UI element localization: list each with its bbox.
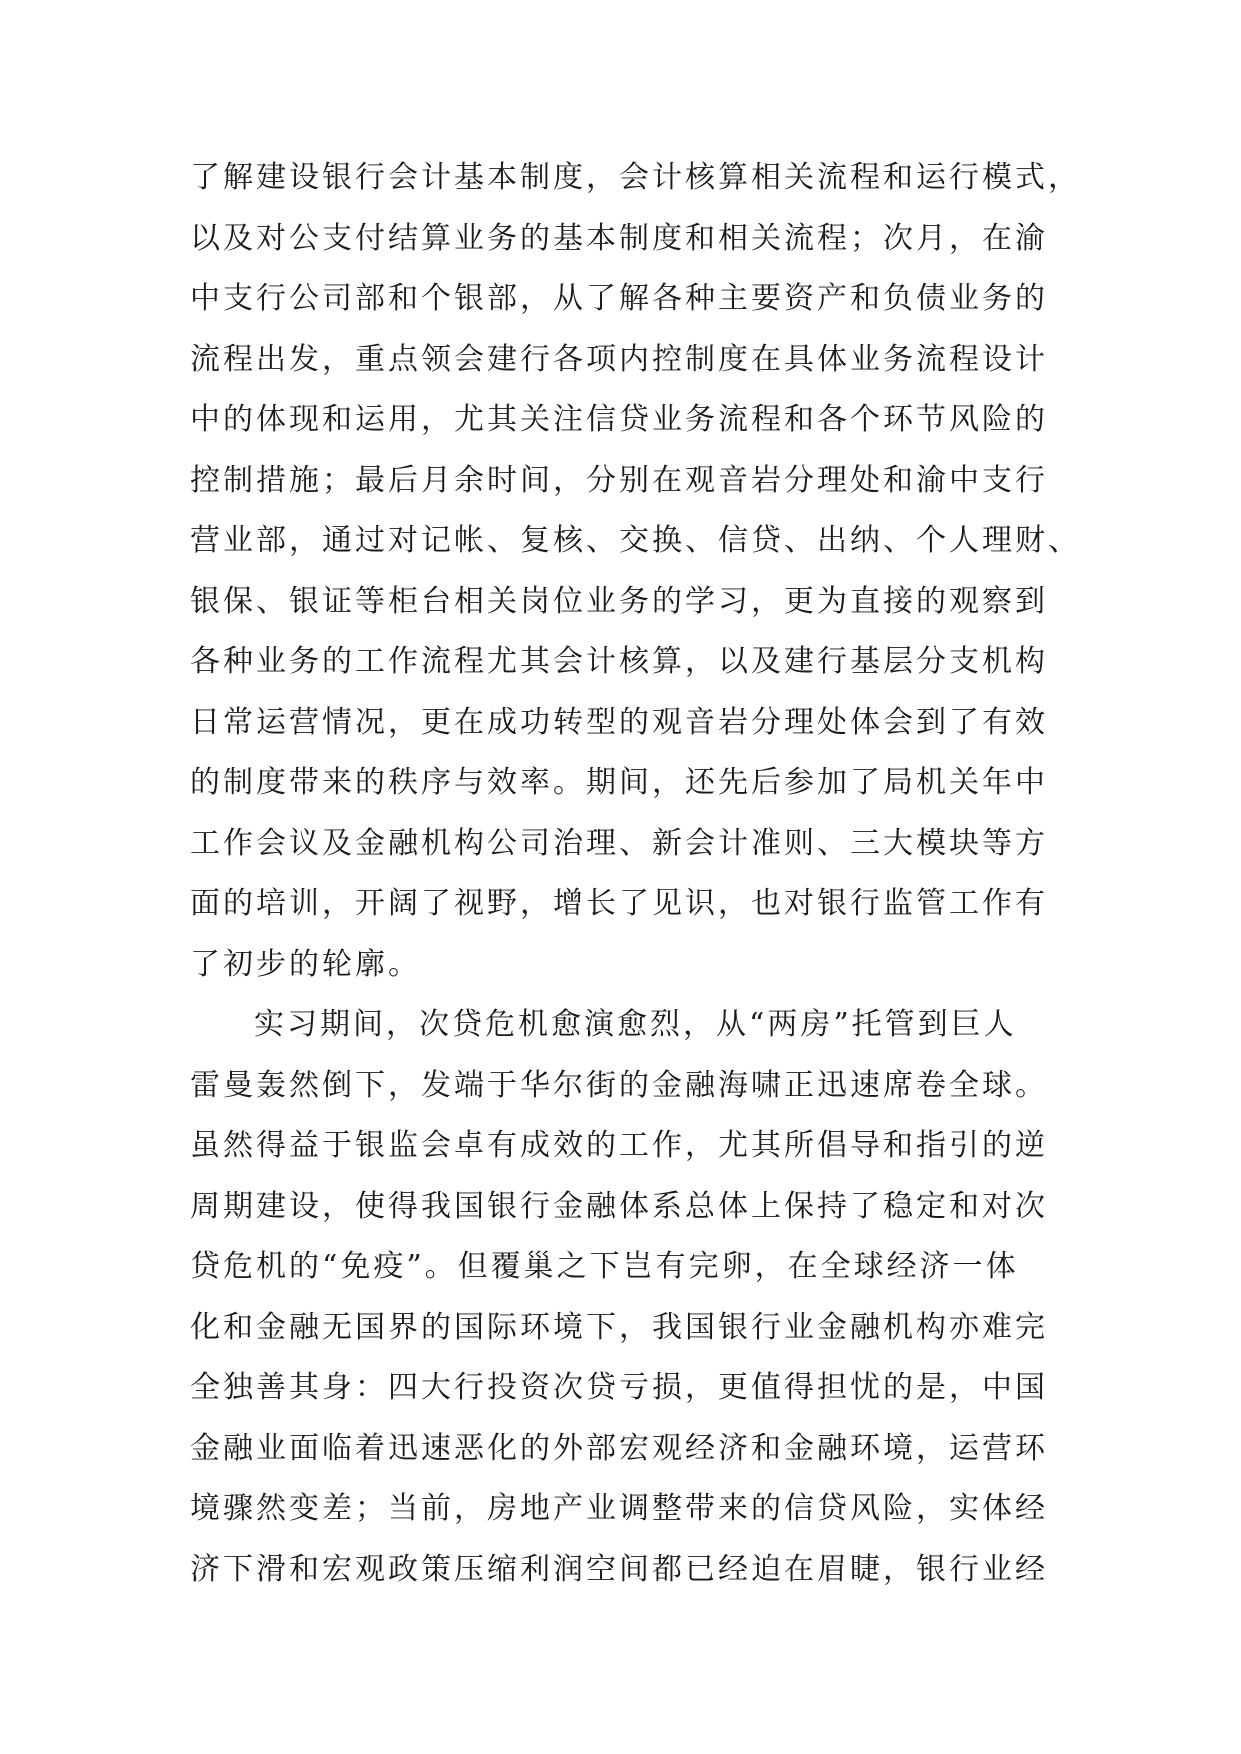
text-line: 银保、银证等柜台相关岗位业务的学习，更为直接的观察到 — [190, 583, 1048, 619]
text-line: 周期建设，使得我国银行金融体系总体上保持了稳定和对次 — [190, 1188, 1048, 1224]
text-line: 了初步的轮廓。 — [190, 946, 421, 982]
text-line: 控制措施；最后月余时间，分别在观音岩分理处和渝中支行 — [190, 462, 1048, 498]
text-line: 中支行公司部和个银部，从了解各种主要资产和负债业务的 — [190, 281, 1048, 316]
paragraph-2 — [190, 995, 1090, 1600]
text-line: 中的体现和运用，尤其关注信贷业务流程和各个环节风险的 — [190, 402, 1048, 437]
text-line: 贷危机的“免疫”。但覆巢之下岂有完卵，在全球经济一体 — [190, 1249, 1019, 1284]
text-line: 雷曼轰然倒下，发端于华尔街的金融海啸正迅速席卷全球。 — [190, 1067, 1048, 1103]
paragraph-1 — [190, 148, 1090, 995]
document-body — [190, 148, 1090, 1600]
text-line: 以及对公支付结算业务的基本制度和相关流程；次月，在渝 — [190, 220, 1048, 256]
text-line: 金融业面临着迅速恶化的外部宏观经济和金融环境，运营环 — [190, 1430, 1048, 1466]
text-line: 的制度带来的秩序与效率。期间，还先后参加了局机关年中 — [190, 765, 1048, 800]
text-line: 境骤然变差；当前，房地产业调整带来的信贷风险，实体经 — [190, 1491, 1048, 1526]
text-line: 营业部，通过对记帐、复核、交换、信贷、出纳、个人理财、 — [190, 523, 1081, 558]
text-line: 济下滑和宏观政策压缩利润空间都已经迫在眉睫，银行业经 — [190, 1551, 1048, 1587]
text-line: 面的培训，开阔了视野，增长了见识，也对银行监管工作有 — [190, 886, 1048, 921]
text-line: 各种业务的工作流程尤其会计核算，以及建行基层分支机构 — [190, 644, 1048, 679]
text-line: 化和金融无国界的国际环境下，我国银行业金融机构亦难完 — [190, 1309, 1048, 1345]
text-line: 了解建设银行会计基本制度，会计核算相关流程和运行模式， — [190, 160, 1081, 195]
text-line: 虽然得益于银监会卓有成效的工作，尤其所倡导和指引的逆 — [190, 1128, 1048, 1163]
text-line: 全独善其身：四大行投资次贷亏损，更值得担忧的是，中国 — [190, 1370, 1048, 1405]
text-line: 实习期间，次贷危机愈演愈烈，从“两房”托管到巨人 — [254, 1007, 1017, 1042]
text-line: 流程出发，重点领会建行各项内控制度在具体业务流程设计 — [190, 341, 1048, 377]
text-line: 工作会议及金融机构公司治理、新会计准则、三大模块等方 — [190, 825, 1048, 861]
text-line: 日常运营情况，更在成功转型的观音岩分理处体会到了有效 — [190, 704, 1048, 740]
